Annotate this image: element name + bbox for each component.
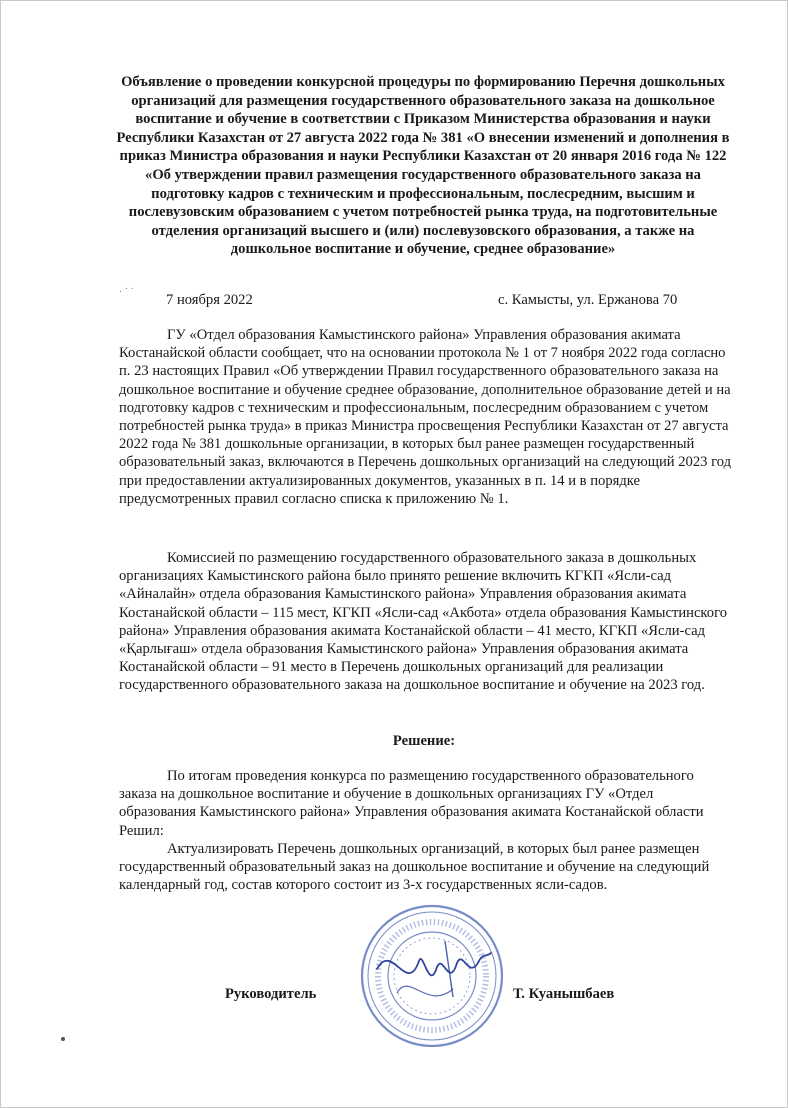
scan-artifact: · ˙ ˙ (119, 287, 134, 298)
scan-speck (61, 1037, 65, 1041)
paragraph-announcement (119, 326, 731, 508)
paragraph-text: Комиссией по размещению государственного образовательного заказа в дошкольных организациях Камыстинского района было принято решение включить КГКП «Ясли-сад «Айналайн» отдела образования Камыстинского района» Управления образования акимата Костанайской области – 115 мест, КГКП «Ясли-сад «Акбота» отдела образования Камыстинского района» Управления образования акимата Костанайской области – 41 место, КГКП «Ясли-сад «Қарлығаш» отдела образования Камыстинского района» Управления образования акимата Костанайской области – 91 место в Перечень дошкольных организаций для реализации государственного образовательного заказа на дошкольное воспитание и обучение на 2023 год. (119, 550, 727, 694)
paragraph-commission (119, 549, 731, 695)
paragraph-text: ГУ «Отдел образования Камыстинского района» Управления образования акимата Костанайской области сообщает, что на основании протокола № 1 от 7 ноября 2022 года согласно п. 23 настоящих Правил «Об утверждении Правил государственного образовательного заказа на дошкольное воспитание и обучение среднее образование, дополнительное образование детей и на подготовку кадров с техническим и профессиональным, послесредним образованием с учетом потребностей рынка труда» в приказ Министра просвещения Республики Казахстан от 27 августа 2022 года № 381 дошкольные организации, в которых был ранее размещен государственный образовательный заказ, включаются в Перечень дошкольных организаций на следующий 2023 год при предоставлении актуализированных документов, указанных в п. 14 и в порядке предусмотренных правил согласно списка к приложению № 1. (119, 327, 731, 507)
document-date: 7 ноября 2022 (166, 292, 253, 308)
document-place: с. Камысты, ул. Ержанова 70 (498, 292, 678, 308)
document-title: Объявление о проведении конкурсной процедуры по формированию Перечня дошкольных организаций для размещения государственного образовательного заказа на дошкольное воспитание и обучение в соответствии с Приказом Министерства образования и науки Республики Казахстан от 27 августа 2022 года № 381 «О внесении изменений и дополнения в приказ Министра образования и науки Республики Казахстан от 20 января 2016 года № 122 «Об утверждении правил размещения государственного образовательного заказа на подготовку кадров с техническим и профессиональным, послесредним, высшим и послевузовским образованием с учетом потребностей рынка труда, на подготовительные отделения организаций высшего и (или) послевузовского образования, а также на дошкольное воспитание и обучение, среднее образование» (116, 74, 730, 258)
signature-role: Руководитель (225, 986, 317, 1002)
paragraph-results (119, 767, 731, 840)
paragraph-text: По итогам проведения конкурса по размещению государственного образовательного заказа на дошкольное воспитание и обучение в дошкольных организациях ГУ «Отдел образования Камыстинского района» Управления образования акимата Костанайской области Решил: (119, 768, 704, 839)
decision-heading: Решение: (392, 733, 456, 749)
official-seal-icon (357, 901, 507, 1051)
paragraph-resolution (119, 840, 731, 895)
paragraph-text: Актуализировать Перечень дошкольных организаций, в которых был ранее размещен государственный образовательный заказ на дошкольное воспитание и обучение на следующий календарный год, состав которого состоит из 3-х государственных ясли-садов. (119, 841, 710, 894)
signature-name: Т. Куанышбаев (513, 986, 615, 1002)
